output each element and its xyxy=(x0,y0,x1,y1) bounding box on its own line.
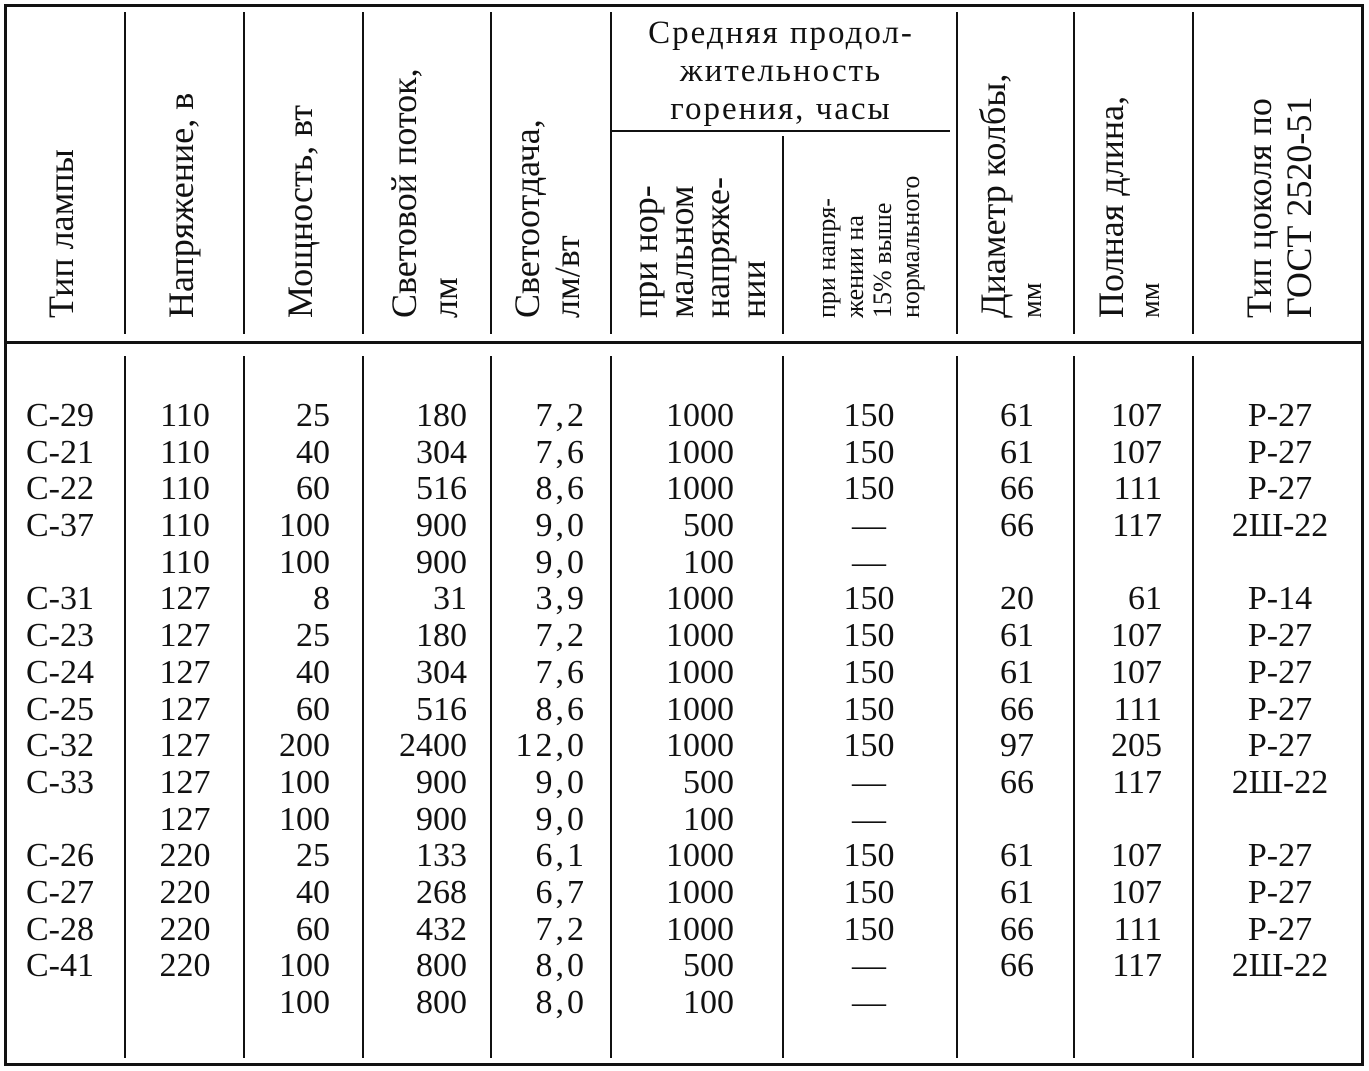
table-cell: 1000 xyxy=(666,727,734,765)
column-divider xyxy=(610,356,612,1058)
table-cell: 500 xyxy=(683,947,734,985)
table-cell: 8,0 xyxy=(535,947,587,985)
table-cell xyxy=(962,802,1034,839)
table-cell: 2400 xyxy=(399,727,467,765)
table-cell xyxy=(1200,985,1360,1022)
table-cell: 304 xyxy=(416,653,467,691)
table-cell: 9,0 xyxy=(535,800,587,838)
table-cell: 7,2 xyxy=(535,910,587,948)
table-cell: 2Ш-22 xyxy=(1231,763,1329,801)
column-divider xyxy=(956,356,958,1058)
table-cell: 150 xyxy=(843,580,895,618)
table-cell: 1000 xyxy=(666,433,734,471)
table-cell: 3,9 xyxy=(535,580,587,618)
table-cell: Р-27 xyxy=(1247,727,1313,765)
table-cell: — xyxy=(852,800,886,838)
table-cell: 150 xyxy=(843,727,895,765)
table-cell: 800 xyxy=(416,947,467,985)
table-cell: С-37 xyxy=(26,507,94,545)
header-life-normal-1: при нор- xyxy=(625,185,665,318)
table-cell: 107 xyxy=(1111,397,1162,434)
column-divider xyxy=(782,356,784,1058)
table-cell: 900 xyxy=(416,507,467,545)
table-cell: 100 xyxy=(279,984,330,1021)
table-cell: 25 xyxy=(296,617,330,655)
table-cell: 117 xyxy=(1112,947,1162,985)
column-divider xyxy=(124,356,126,1058)
table-cell: 127 xyxy=(159,727,211,765)
table-cell: 60 xyxy=(296,470,330,508)
table-cell: Р-27 xyxy=(1247,433,1313,471)
table-cell: 117 xyxy=(1112,507,1162,545)
table-cell: 900 xyxy=(416,800,467,838)
table-cell: Р-14 xyxy=(1247,580,1313,618)
table-cell: 60 xyxy=(296,910,330,948)
header-life-over-4: нормального xyxy=(896,175,925,318)
table-cell: 304 xyxy=(416,433,467,471)
table-cell xyxy=(1200,545,1360,582)
table-cell: 127 xyxy=(159,763,211,801)
table-cell: 8,6 xyxy=(535,690,587,728)
table-cell: 9,0 xyxy=(535,543,587,581)
table-cell: 100 xyxy=(279,543,330,581)
table-cell: С-27 xyxy=(26,873,94,911)
table-cell: 9,0 xyxy=(535,763,587,801)
table-cell xyxy=(140,985,230,1022)
table-cell: 800 xyxy=(416,984,467,1021)
table-cell: 25 xyxy=(296,837,330,875)
table-cell: 61 xyxy=(1128,580,1162,618)
table-cell: 6,1 xyxy=(535,837,587,875)
table-cell: 100 xyxy=(683,543,734,581)
column-divider xyxy=(1192,356,1194,1058)
table-cell xyxy=(26,802,116,839)
column-divider xyxy=(1073,356,1075,1058)
table-cell: 127 xyxy=(159,800,211,838)
table-cell: 110 xyxy=(160,507,210,545)
table-cell: 127 xyxy=(159,690,211,728)
header-rule xyxy=(4,341,1364,344)
table-cell: 500 xyxy=(683,763,734,801)
column-lamp-type xyxy=(26,398,116,1022)
table-cell: 133 xyxy=(416,837,467,875)
table-cell: 107 xyxy=(1111,617,1162,655)
table-cell: 61 xyxy=(1000,873,1034,911)
header-life-group: Средняя продол- жительность горения, часы xyxy=(648,15,914,127)
table-cell: 66 xyxy=(1000,507,1034,545)
column-divider xyxy=(1073,12,1075,334)
table-cell: 100 xyxy=(683,984,734,1021)
table-cell: 66 xyxy=(1000,470,1034,508)
table-cell: 500 xyxy=(683,507,734,545)
table-cell: 110 xyxy=(160,543,210,581)
table-cell: — xyxy=(852,507,886,545)
header-life-over-3: 15% выше xyxy=(868,202,897,318)
table-cell: 61 xyxy=(1000,617,1034,655)
table-cell: 1000 xyxy=(666,873,734,911)
table-cell: 31 xyxy=(433,580,467,618)
table-cell: 8,6 xyxy=(535,470,587,508)
table-cell: С-31 xyxy=(26,580,94,618)
column-base xyxy=(1200,398,1360,1022)
header-length-unit: мм xyxy=(1135,282,1166,318)
table-cell: 268 xyxy=(416,873,467,911)
bottom-rule xyxy=(4,1063,1364,1066)
table-cell: Р-27 xyxy=(1247,837,1313,875)
column-voltage xyxy=(140,398,230,1022)
table-cell: 107 xyxy=(1111,873,1162,911)
column-divider xyxy=(490,356,492,1058)
table-cell: 61 xyxy=(1000,397,1034,434)
header-base: Тип цоколя по xyxy=(1239,98,1279,318)
column-divider xyxy=(362,12,364,334)
table-cell: С-33 xyxy=(26,763,94,801)
table-cell: 61 xyxy=(1000,433,1034,471)
header-efficacy-unit: лм/вт xyxy=(547,235,587,318)
table-cell: 6,7 xyxy=(535,873,587,911)
column-flux xyxy=(370,398,467,1022)
table-cell: 12,0 xyxy=(515,727,587,765)
column-bulb-diameter xyxy=(962,398,1034,1022)
table-cell: Р-27 xyxy=(1247,910,1313,948)
table-cell: 7,6 xyxy=(535,653,587,691)
header-length: Полная длина, xyxy=(1091,95,1131,318)
table-cell: 7,6 xyxy=(535,433,587,471)
table-cell: 127 xyxy=(159,580,211,618)
table-cell: 111 xyxy=(1113,690,1162,728)
table-cell: 150 xyxy=(843,653,895,691)
table-cell: 220 xyxy=(159,910,211,948)
table-cell xyxy=(26,545,116,582)
table-cell: 66 xyxy=(1000,947,1034,985)
table-cell: С-28 xyxy=(26,910,94,948)
header-life-normal-2: мальном xyxy=(661,185,701,318)
table-cell: 1000 xyxy=(666,397,734,434)
table-cell: С-29 xyxy=(26,397,94,434)
table-cell: 7,2 xyxy=(535,397,587,434)
table-cell: 150 xyxy=(843,433,895,471)
table-cell: 100 xyxy=(279,763,330,801)
table-cell: 100 xyxy=(683,800,734,838)
table-cell: 8,0 xyxy=(535,984,587,1021)
table-cell: 107 xyxy=(1111,433,1162,471)
group-rule xyxy=(612,130,950,132)
table-cell: Р-27 xyxy=(1247,873,1313,911)
table-cell: 432 xyxy=(416,910,467,948)
table-cell: 1000 xyxy=(666,617,734,655)
table-cell: 150 xyxy=(843,397,895,434)
header-bulb-diameter: Диаметр колбы, xyxy=(973,73,1013,318)
header-flux: Световой поток, xyxy=(384,68,424,318)
column-divider xyxy=(782,136,784,334)
table-cell: 220 xyxy=(159,873,211,911)
table-cell: 900 xyxy=(416,543,467,581)
header-lamp-type: Тип лампы xyxy=(41,149,81,318)
table-cell: С-22 xyxy=(26,470,94,508)
header-efficacy: Светоотдача, xyxy=(507,119,547,318)
right-border xyxy=(1361,4,1364,1066)
table-cell: 66 xyxy=(1000,763,1034,801)
table-cell: 110 xyxy=(160,433,210,471)
table-cell: 100 xyxy=(279,800,330,838)
table-cell: 40 xyxy=(296,653,330,691)
table-cell: 20 xyxy=(1000,580,1034,618)
table-cell: С-41 xyxy=(26,947,94,985)
table-cell: С-26 xyxy=(26,837,94,875)
table-cell: 2Ш-22 xyxy=(1231,507,1329,545)
table-cell: 150 xyxy=(843,617,895,655)
header-flux-unit: лм xyxy=(425,277,465,318)
table-cell: 1000 xyxy=(666,910,734,948)
table-cell: 61 xyxy=(1000,837,1034,875)
table-cell: 127 xyxy=(159,653,211,691)
table-cell: 110 xyxy=(160,397,210,434)
table-cell: 180 xyxy=(416,617,467,655)
column-life-over xyxy=(790,398,948,1022)
table-cell: 60 xyxy=(296,690,330,728)
table-cell: С-25 xyxy=(26,690,94,728)
table-cell: 100 xyxy=(279,507,330,545)
table-cell: 66 xyxy=(1000,910,1034,948)
table-cell: 150 xyxy=(843,873,895,911)
column-divider xyxy=(1192,12,1194,334)
table-cell: 100 xyxy=(279,947,330,985)
top-rule xyxy=(4,4,1364,7)
table-cell: 2Ш-22 xyxy=(1231,947,1329,985)
table-cell: 8 xyxy=(313,580,330,618)
table-cell xyxy=(962,985,1034,1022)
table-cell: 200 xyxy=(279,727,330,765)
table-cell: 900 xyxy=(416,763,467,801)
table-cell: 1000 xyxy=(666,470,734,508)
table-cell: 107 xyxy=(1111,837,1162,875)
table-cell: 150 xyxy=(843,470,895,508)
table-cell: 220 xyxy=(159,837,211,875)
table-cell: 107 xyxy=(1111,653,1162,691)
table-cell: 150 xyxy=(843,690,895,728)
header-bulb-unit: мм xyxy=(1017,282,1048,318)
table-cell: 110 xyxy=(160,470,210,508)
table-cell xyxy=(1080,802,1162,839)
table-cell: 1000 xyxy=(666,653,734,691)
table-cell xyxy=(1200,802,1360,839)
table-cell: 127 xyxy=(159,617,211,655)
table-cell: 25 xyxy=(296,397,330,434)
table-cell: Р-27 xyxy=(1247,653,1313,691)
table-cell: 220 xyxy=(159,947,211,985)
column-life-normal xyxy=(620,398,734,1022)
column-power xyxy=(250,398,330,1022)
table-cell xyxy=(1080,985,1162,1022)
table-cell: — xyxy=(852,947,886,985)
table-cell: 150 xyxy=(843,837,895,875)
column-divider xyxy=(243,356,245,1058)
table-cell: 117 xyxy=(1112,763,1162,801)
table-cell: 7,2 xyxy=(535,617,587,655)
column-length xyxy=(1080,398,1162,1022)
table-cell: 111 xyxy=(1113,470,1162,508)
table-cell: С-23 xyxy=(26,617,94,655)
table-cell: 1000 xyxy=(666,837,734,875)
table-cell: 516 xyxy=(416,470,467,508)
table-cell: — xyxy=(852,984,886,1021)
left-border xyxy=(4,4,7,1066)
table-cell: Р-27 xyxy=(1247,470,1313,508)
column-divider xyxy=(243,12,245,334)
header-life-over-1: при напря- xyxy=(812,198,841,318)
table-cell: 150 xyxy=(843,910,895,948)
table-cell: 9,0 xyxy=(535,507,587,545)
table-cell xyxy=(962,545,1034,582)
column-efficacy xyxy=(495,398,587,1022)
table-cell: 97 xyxy=(1000,727,1034,765)
table-cell: 40 xyxy=(296,873,330,911)
header-life-normal-3: напряже- xyxy=(697,177,737,318)
table-cell: — xyxy=(852,763,886,801)
table-cell: 205 xyxy=(1111,727,1162,765)
table-cell: 61 xyxy=(1000,653,1034,691)
header-power: Мощность, вт xyxy=(280,105,320,318)
header-life-normal-4: нии xyxy=(733,260,773,318)
table-cell: 66 xyxy=(1000,690,1034,728)
table-cell: Р-27 xyxy=(1247,617,1313,655)
table-cell: Р-27 xyxy=(1247,397,1313,434)
column-divider xyxy=(490,12,492,334)
table-cell: 1000 xyxy=(666,580,734,618)
table-cell: С-21 xyxy=(26,433,94,471)
table-cell: 40 xyxy=(296,433,330,471)
column-divider xyxy=(362,356,364,1058)
header-base-standard: ГОСТ 2520-51 xyxy=(1279,96,1319,318)
table-cell: 180 xyxy=(416,397,467,434)
header-life-over-2: жении на xyxy=(840,215,869,318)
table-cell: 516 xyxy=(416,690,467,728)
table-cell: С-24 xyxy=(26,653,94,691)
table-cell xyxy=(1080,545,1162,582)
table-cell: 1000 xyxy=(666,690,734,728)
column-divider xyxy=(956,12,958,334)
column-divider xyxy=(124,12,126,334)
table-cell: — xyxy=(852,543,886,581)
table-cell xyxy=(26,985,116,1022)
table-cell: Р-27 xyxy=(1247,690,1313,728)
header-voltage: Напряжение, в xyxy=(161,92,201,318)
table-cell: С-32 xyxy=(26,727,94,765)
table-cell: 111 xyxy=(1113,910,1162,948)
